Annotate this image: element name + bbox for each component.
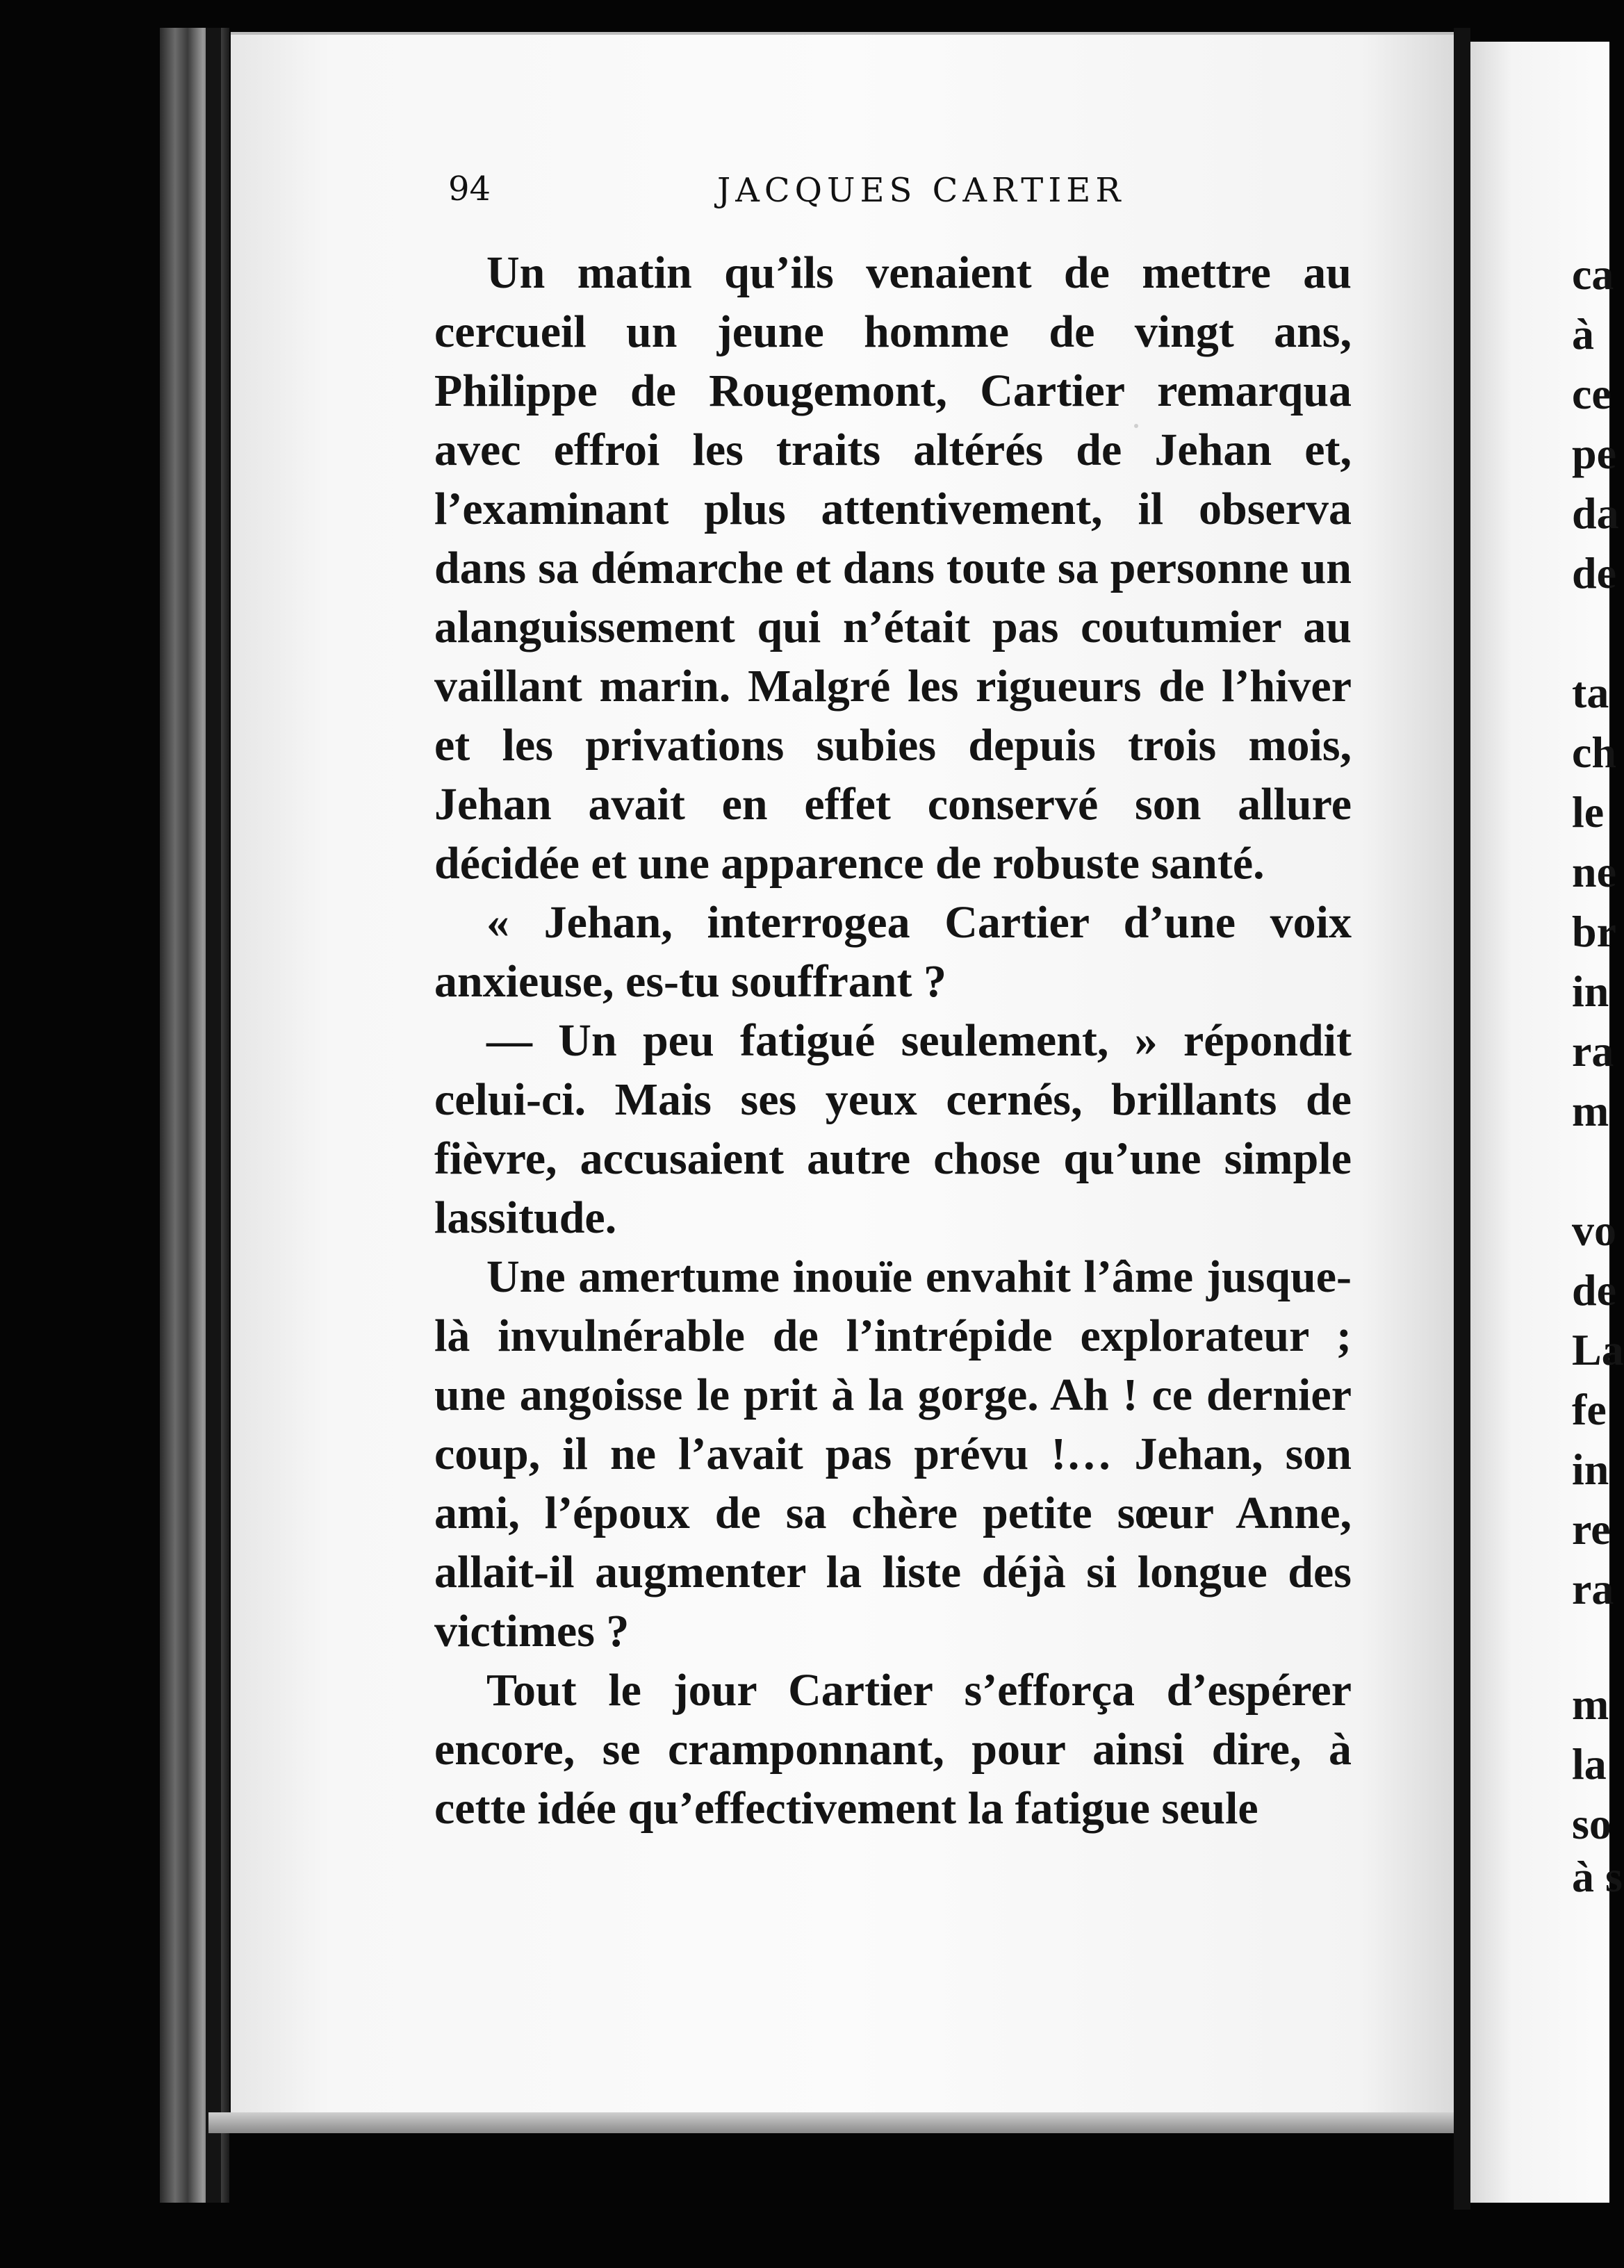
facing-fragment: ce	[1572, 369, 1611, 418]
facing-fragment: fe	[1572, 1385, 1607, 1434]
paragraph-3: — Un peu fatigué seulement, » répondit celui-ci. Mais ses yeux cernés, brillants de fièvre, accusaient autre chose qu’une simple lassitude.	[434, 1015, 1352, 1243]
paragraph-2: « Jehan, interrogea Cartier d’une voix anxieuse, es-tu souffrant ?	[434, 897, 1352, 1007]
paragraph-4: Une amertume inouïe envahit l’âme jusque-là invulnérable de l’intrépide explorateur ; une angoisse le prit à la gorge. Ah ! ce dernier coup, il ne l’avait pas prévu !… Jehan, son ami, l’époux de sa chère petite sœur Anne, allait-il augmenter la liste déjà si longue des victimes ?	[434, 1251, 1352, 1657]
gutter-shadow	[1454, 28, 1470, 2210]
paragraph-1: Un matin qu’ils venaient de mettre au cercueil un jeune homme de vingt ans, Philippe de Rougemont, Cartier remarqua avec effroi les traits altérés de Jehan et, l’examinant plus attentivement, il observa dans sa démarche et dans toute sa personne un alanguissement qui n’était pas coutumier au vaillant marin. Malgré les rigueurs de l’hiver et les privations subies depuis trois mois, Jehan avait en effet conservé son allure décidée et une apparence de robuste santé.	[434, 247, 1352, 889]
facing-fragment: ta	[1572, 668, 1609, 717]
facing-fragment: à s	[1572, 1852, 1623, 1901]
paragraph-5: Tout le jour Cartier s’efforça d’espérer encore, se cramponnant, pour ainsi dire, à cette idée qu’effectivement la fatigue seule	[434, 1665, 1352, 1834]
facing-fragment: so	[1572, 1799, 1611, 1848]
facing-fragment: la	[1572, 1739, 1607, 1789]
facing-fragment: in	[1572, 1445, 1609, 1494]
running-head-title: JACQUES CARTIER	[717, 171, 1126, 210]
facing-fragment: br	[1572, 907, 1616, 956]
facing-fragment: ra	[1572, 1026, 1614, 1076]
facing-fragment: ca	[1572, 249, 1614, 299]
facing-fragment: m	[1572, 1086, 1609, 1135]
facing-fragment: ne	[1572, 847, 1616, 896]
facing-fragment: de	[1572, 548, 1616, 598]
page-bottom-edge	[208, 2112, 1459, 2133]
facing-fragment: ch	[1572, 728, 1616, 777]
facing-fragment: vo	[1572, 1206, 1616, 1255]
facing-fragment: pe	[1572, 429, 1616, 478]
body-text	[434, 243, 1352, 1838]
facing-fragment: La	[1572, 1325, 1624, 1374]
facing-fragment: in	[1572, 967, 1609, 1016]
facing-fragment: re	[1572, 1504, 1611, 1554]
facing-fragment: ra	[1572, 1564, 1614, 1613]
facing-fragment: le	[1572, 787, 1605, 837]
page-number: 94	[448, 170, 491, 208]
facing-fragment: de	[1572, 1265, 1616, 1315]
facing-fragment: m	[1572, 1679, 1609, 1729]
facing-fragment: à	[1572, 309, 1594, 359]
binding-shadow	[206, 28, 221, 2203]
facing-fragment: da	[1572, 488, 1619, 538]
